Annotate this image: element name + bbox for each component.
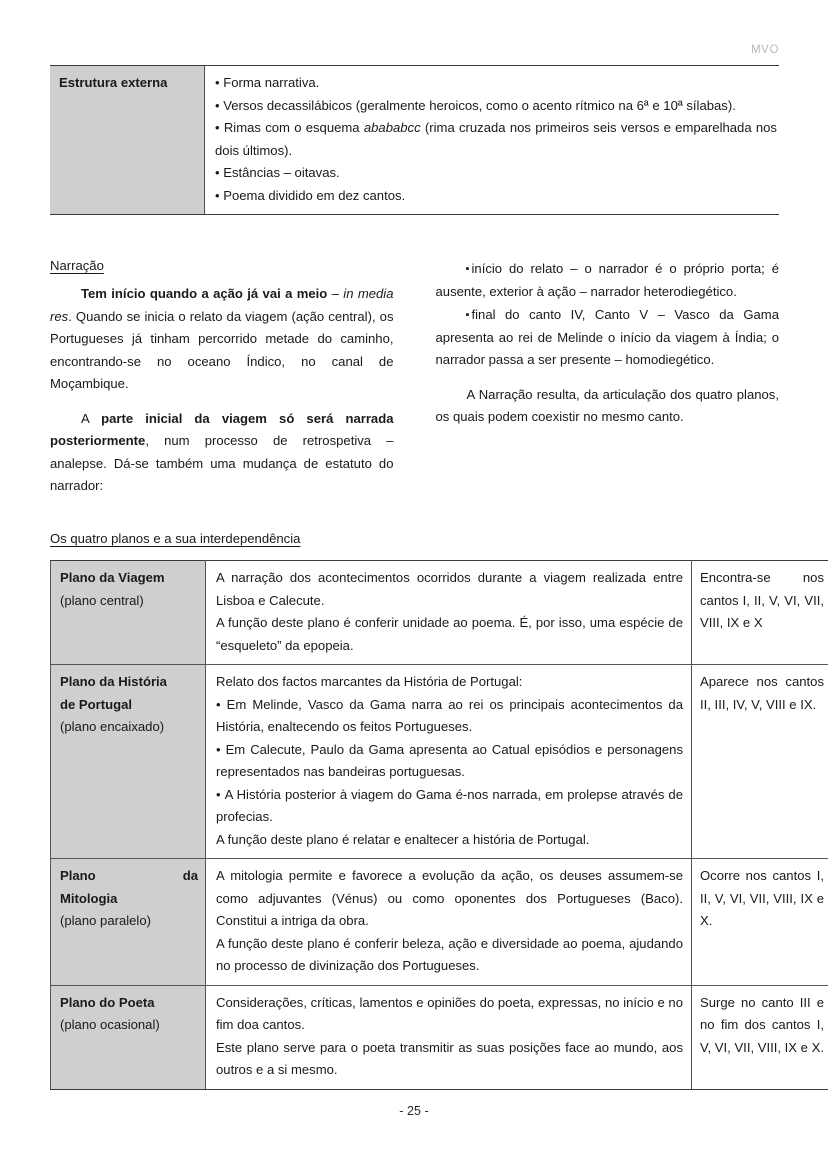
list-item: • Em Melinde, Vasco da Gama narra ao rei os principais acontecimentos da História, enaltecendo os feitos Portugueses. — [216, 696, 683, 735]
square-bullet-icon — [436, 304, 472, 327]
paragraph: A narração dos acontecimentos ocorridos durante a viagem realizada entre Lisboa e Calecute. — [216, 570, 683, 608]
bold-phrase: parte inicial da viagem só será narrada posteriormente — [50, 410, 394, 449]
cantos-text: Encontra-se nos cantos I, II, V, VI, VII, VIII, IX e X — [700, 570, 824, 631]
list-item: ▪início do relato – o narrador é o próprio porta; é ausente, exterior à ação – narrador heterodiegético. — [436, 258, 780, 303]
list-item: • Estâncias – oitavas. — [215, 165, 340, 181]
list-item: • Versos decassilábicos (geralmente heroicos, como o acento rítmico na 6ª e 10ª sílabas). — [215, 97, 736, 113]
paragraph: A função deste plano é conferir beleza, ação e diversidade ao poema, ajudando no processo de divinização dos Portugueses. — [216, 935, 683, 974]
list-item: • Poema dividido em dez cantos. — [215, 187, 406, 203]
list-item: • Rimas com o esquema abababcc (rima cruzada nos primeiros seis versos e emparelhada nos dois últimos). — [215, 120, 777, 158]
cantos-text: Ocorre nos cantos I, II, V, VI, VII, VIII, IX e X. — [700, 868, 824, 929]
plano-mitologia-cantos-cell — [692, 859, 828, 986]
section-heading-narracao: Narração — [50, 258, 104, 273]
table-row — [51, 561, 828, 665]
table-row — [51, 985, 828, 1089]
paragraph: A Narração resulta, da articulação dos quatro planos, os quais podem coexistir no mesmo canto. — [435, 386, 779, 425]
plano-mitologia-desc-cell — [206, 859, 692, 986]
narracao-section — [50, 258, 779, 510]
plano-mitologia-label-cell — [51, 859, 206, 986]
section-heading-planos: Os quatro planos e a sua interdependência — [50, 531, 301, 546]
plano-subtitle: (plano paralelo) — [60, 913, 151, 929]
header-watermark: MVO — [751, 44, 779, 56]
paragraph: A parte inicial da viagem só será narrada posteriormente, num processo de retrospetiva – analepse. Dá-se também uma mudança de estatuto do narrador: — [50, 410, 394, 494]
paragraph: A mitologia permite e favorece a evolução da ação, os deuses assumem-se como adjuvantes (Vénus) ou como oponentes dos Portugueses (Baco). Constitui a intriga da obra. — [216, 868, 683, 929]
table-row — [51, 859, 828, 986]
estrutura-label-cell: Estrutura externa — [50, 66, 205, 215]
cantos-text: Aparece nos cantos II, III, IV, V, VIII e IX. — [700, 674, 824, 712]
list-item: • Forma narrativa. — [215, 75, 320, 90]
table-row — [50, 66, 779, 215]
rhyme-scheme-italic: abababcc — [363, 120, 421, 136]
paragraph: Este plano serve para o poeta transmitir as suas posições face ao mundo, aos outros e a si mesmo. — [216, 1039, 683, 1078]
plano-subtitle: (plano ocasional) — [60, 1017, 160, 1033]
plano-subtitle: (plano central) — [60, 592, 144, 608]
plano-historia-cantos-cell — [692, 665, 828, 859]
bold-phrase: Tem início quando a ação já vai a meio — [81, 286, 328, 301]
list-item: ▪final do canto IV, Canto V – Vasco da Gama apresenta ao rei de Melinde o início da viagem à Índia; o narrador passa a ser presente – homodiegético. — [436, 304, 780, 372]
plano-title-second-line: de Portugal — [60, 696, 133, 712]
table-row — [51, 665, 828, 859]
estrutura-externa-table — [50, 66, 779, 215]
page-footer: - 25 - — [399, 1104, 429, 1118]
list-item: • A História posterior à viagem do Gama é-nos narrada, em prolepse através de profecias. — [216, 786, 683, 825]
cantos-text: Surge no canto III e no fim dos cantos I, V, VI, VII, VIII, IX e X. — [700, 994, 824, 1055]
estrutura-body-cell — [205, 66, 780, 215]
page-header — [50, 44, 779, 66]
plano-title: Plano do Poeta — [60, 994, 155, 1010]
quatro-planos-table — [50, 560, 828, 1090]
plano-subtitle: (plano encaixado) — [60, 719, 165, 735]
plano-title-second-line: Mitologia — [60, 890, 118, 906]
plano-historia-desc-cell — [206, 665, 692, 859]
plano-title-word-2: da — [182, 868, 198, 884]
plano-title — [60, 865, 198, 888]
list-item: • Em Calecute, Paulo da Gama apresenta ao Catual episódios e personagens representados nas bandeiras portuguesas. — [216, 741, 683, 780]
square-bullet-icon — [436, 258, 472, 281]
paragraph: Relato dos factos marcantes da História de Portugal: — [216, 674, 523, 690]
plano-viagem-cantos-cell — [692, 561, 828, 665]
plano-viagem-desc-cell — [206, 561, 692, 665]
plano-poeta-cantos-cell — [692, 985, 828, 1089]
plano-viagem-label-cell — [51, 561, 206, 665]
paragraph: A função deste plano é conferir unidade ao poema. É, por isso, uma espécie de “esqueleto” da epopeia. — [216, 615, 683, 653]
plano-title: Plano da Viagem — [60, 570, 165, 585]
plano-poeta-desc-cell — [206, 985, 692, 1089]
paragraph: Tem início quando a ação já vai a meio – in media res. Quando se inicia o relato da viagem (ação central), os Portugueses já tinham percorrido metade do caminho, encontrando-se no oceano Índico, no canal de Moçambique. — [50, 286, 394, 392]
plano-title-word-1: Plano — [60, 868, 96, 884]
narracao-right-column — [436, 258, 780, 510]
paragraph: Considerações, críticas, lamentos e opiniões do poeta, expressas, no início e no fim doa cantos. — [216, 994, 683, 1033]
plano-historia-label-cell — [51, 665, 206, 859]
paragraph: A função deste plano é relatar e enaltecer a história de Portugal. — [216, 831, 590, 847]
plano-title: Plano da História — [60, 674, 167, 690]
plano-poeta-label-cell — [51, 985, 206, 1089]
narracao-left-column — [50, 258, 394, 510]
latin-phrase: in media res — [50, 286, 394, 324]
